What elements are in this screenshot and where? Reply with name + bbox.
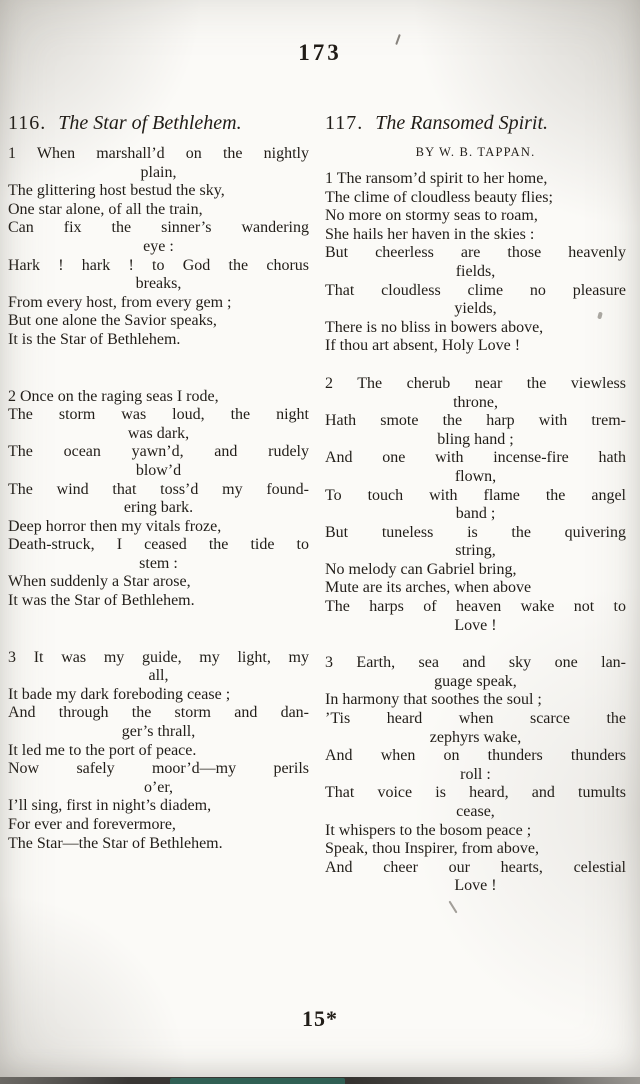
stanza — [325, 170, 626, 356]
hymn-byline: BY W. B. TAPPAN. — [415, 145, 536, 159]
hymn-line: Love ! — [454, 616, 497, 634]
hymn-line: She hails her haven in the skies : — [325, 225, 535, 243]
hymn-line: There is no bliss in bowers above, — [325, 318, 544, 336]
hymn-line: And through the storm and dan- — [8, 704, 309, 722]
hymn-line: If thou art absent, Holy Love ! — [325, 337, 521, 355]
hymn-line: I’ll sing, first in night’s diadem, — [8, 797, 212, 815]
hymn-line: plain, — [140, 163, 177, 181]
hymn-line: One star alone, of all the train, — [8, 200, 203, 218]
hymn-title: The Star of Bethlehem. — [58, 112, 242, 134]
stanza — [8, 145, 309, 350]
stanza — [325, 654, 626, 896]
left-column — [8, 112, 309, 915]
hymn-line: Speak, thou Inspirer, from above, — [325, 840, 539, 858]
hymn-line: zephyrs wake, — [429, 728, 522, 746]
hymn-line: 2 The cherub near the viewless — [325, 374, 626, 392]
hymn-line: yields, — [454, 300, 497, 318]
hymn-line: band ; — [455, 505, 496, 523]
hymn-line: 3 It was my guide, my light, my — [8, 648, 309, 666]
hymn-line: For ever and forevermore, — [8, 816, 176, 833]
hymn-line: Death-struck, I ceased the tide to — [8, 536, 309, 554]
hymn-line: That cloudless clime no pleasure — [325, 281, 626, 299]
hymn-line: stem : — [139, 554, 178, 572]
hymn-line: Now safely moor’d—my perils — [8, 760, 309, 778]
hymn-line: flown, — [454, 467, 497, 485]
hymn-line: And cheer our hearts, celestial — [325, 858, 626, 876]
hymn-line: But one alone the Savior speaks, — [8, 312, 217, 330]
hymn-line: And one with incense-fire hath — [325, 449, 626, 467]
hymn-line: all, — [148, 667, 169, 685]
hymn-line: Hath smote the harp with trem- — [325, 412, 626, 430]
page-number: 173 — [298, 40, 342, 65]
hymn-line: No melody can Gabriel bring, — [325, 560, 517, 578]
hymn-line: The ocean yawn’d, and rudely — [8, 443, 309, 461]
hymn-line: The harps of heaven wake not to — [325, 598, 626, 616]
hymn-line: The glittering host bestud the sky, — [8, 182, 225, 200]
signature-mark: 15* — [302, 1006, 338, 1031]
hymn-line: ering bark. — [123, 499, 194, 517]
stanza — [8, 649, 309, 854]
hymn-line: ’Tis heard when scarce the — [325, 710, 626, 728]
hymn-line: 2 Once on the raging seas I rode, — [8, 387, 219, 405]
hymn-line: 1 The ransom’d spirit to her home, — [325, 170, 548, 187]
hymn-number: 116. — [8, 112, 47, 134]
hymn-line: ger’s thrall, — [121, 723, 196, 741]
hymn-line: Deep horror then my vitals froze, — [8, 517, 222, 535]
hymn-line: The storm was loud, the night — [8, 406, 309, 424]
hymn-line: The Star—the Star of Bethlehem. — [8, 834, 223, 852]
stanza — [325, 375, 626, 635]
hymn-line: Love ! — [454, 877, 497, 895]
hymn-line: throne, — [453, 393, 498, 411]
hymn-line: No more on stormy seas to roam, — [325, 207, 538, 225]
hymn-line: It whispers to the bosom peace ; — [325, 821, 532, 839]
text-columns — [0, 66, 640, 915]
hymn-line: o’er, — [143, 778, 174, 796]
stanza — [8, 388, 309, 611]
hymn-line: It is the Star of Bethlehem. — [8, 330, 181, 348]
hymn-line: bling hand ; — [437, 430, 514, 448]
hymn-line: It led me to the port of peace. — [8, 741, 197, 759]
hymn-line: was dark, — [127, 424, 190, 442]
hymn-line: The clime of cloudless beauty flies; — [325, 188, 553, 206]
hymn-header — [8, 112, 309, 135]
hymn-line: cease, — [456, 803, 495, 820]
right-column — [325, 112, 626, 915]
hymn-line: In harmony that soothes the soul ; — [325, 691, 542, 709]
hymn-line: Can fix the sinner’s wandering — [8, 219, 309, 237]
hymn-line: But tuneless is the quivering — [325, 523, 626, 541]
hymn-line: 1 When marshall’d on the nightly — [8, 145, 309, 162]
hymn-line: eye : — [143, 237, 174, 255]
hymn-line: But cheerless are those heavenly — [325, 244, 626, 262]
hymn-line: fields, — [455, 262, 496, 280]
hymn-line: To touch with flame the angel — [325, 486, 626, 504]
hymn-line: And when on thunders thunders — [325, 747, 626, 765]
hymn-line: string, — [455, 542, 496, 560]
hymn-line: It was the Star of Bethlehem. — [8, 592, 195, 610]
page-bottom-edge — [0, 1077, 640, 1084]
hymn-line: breaks, — [135, 275, 182, 293]
hymn-line: blow’d — [135, 461, 182, 479]
hymn-line: That voice is heard, and tumults — [325, 784, 626, 802]
hymn-line: guage speak, — [434, 672, 517, 690]
hymn-header — [325, 112, 626, 135]
hymn-line: From every host, from every gem ; — [8, 293, 232, 311]
hymn-line: 3 Earth, sea and sky one lan- — [325, 654, 626, 672]
hymn-line: The wind that toss’d my found- — [8, 480, 309, 498]
hymn-line: It bade my dark foreboding cease ; — [8, 685, 231, 703]
hymn-line: roll : — [460, 765, 491, 783]
scan-edge-tint — [170, 1078, 345, 1084]
hymn-line: When suddenly a Star arose, — [8, 573, 191, 591]
hymn-line: Mute are its arches, when above — [325, 579, 532, 597]
hymn-title: The Ransomed Spirit. — [375, 112, 549, 134]
hymn-line: Hark ! hark ! to God the chorus — [8, 256, 309, 274]
hymn-number: 117. — [325, 112, 364, 134]
